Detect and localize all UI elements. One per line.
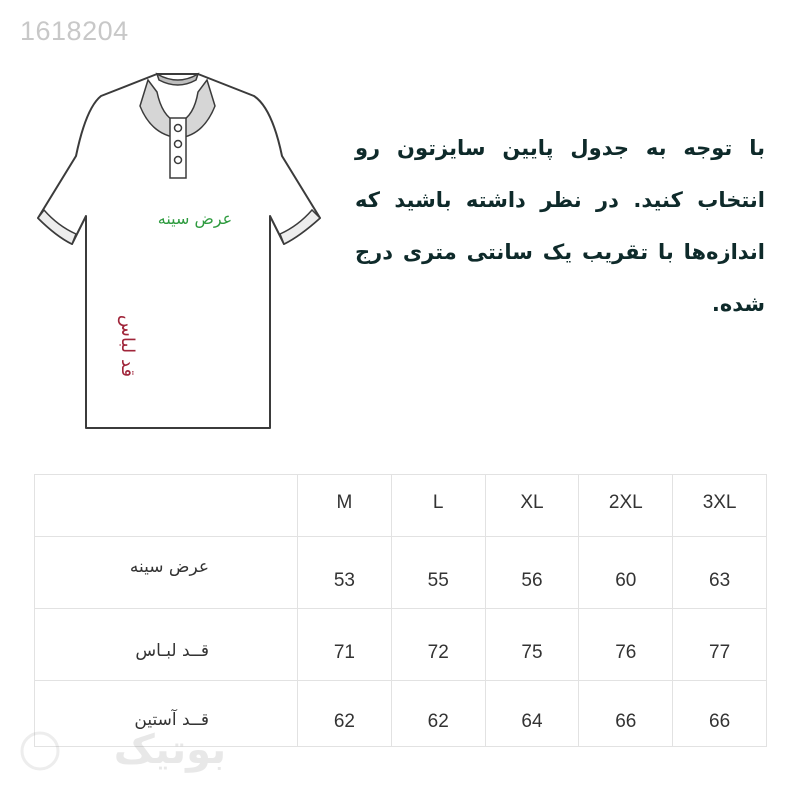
size-l: L — [391, 475, 485, 537]
size-3xl: 3XL — [673, 475, 767, 537]
product-id: 1618204 — [20, 16, 129, 46]
size-header-row — [35, 475, 767, 537]
cell-chest-3xl: 63 — [673, 537, 767, 609]
size-chart-table — [34, 474, 767, 747]
cell-chest-l: 55 — [391, 537, 485, 609]
table-row-chest — [35, 537, 767, 609]
cell-sleeve-3xl: 66 — [673, 681, 767, 747]
cell-sleeve-m: 62 — [298, 681, 392, 747]
cell-chest-xl: 56 — [485, 537, 579, 609]
cell-chest-2xl: 60 — [579, 537, 673, 609]
size-xl: XL — [485, 475, 579, 537]
corner-cell — [35, 475, 298, 537]
cell-sleeve-2xl: 66 — [579, 681, 673, 747]
row-label-sleeve: قــد آستین — [35, 681, 298, 747]
cell-length-xl: 75 — [485, 609, 579, 681]
watermark-text: بوتیک — [113, 727, 227, 773]
cell-length-l: 72 — [391, 609, 485, 681]
row-label-length: قــد لبـاس — [35, 609, 298, 681]
cell-sleeve-l: 62 — [391, 681, 485, 747]
watermark-logo — [10, 713, 227, 793]
row-label-chest: عرض سینه — [35, 537, 298, 609]
watermark-circle — [22, 733, 58, 769]
chest-width-label: عرض سینه — [157, 209, 233, 228]
table-row-length — [35, 609, 767, 681]
polo-shirt-diagram — [30, 66, 340, 436]
length-label: قد لباس — [117, 314, 138, 378]
size-m: M — [298, 475, 392, 537]
cell-length-2xl: 76 — [579, 609, 673, 681]
cell-sleeve-xl: 64 — [485, 681, 579, 747]
size-2xl: 2XL — [579, 475, 673, 537]
size-guide-note: با توجه به جدول پایین سایزتون رو انتخاب کنید. در نظر داشته باشید که اندازه‌ها با تقریب یک سانتی متری درج شده. — [355, 136, 765, 316]
cell-length-m: 71 — [298, 609, 392, 681]
placket — [170, 118, 186, 178]
cell-chest-m: 53 — [298, 537, 392, 609]
cell-length-3xl: 77 — [673, 609, 767, 681]
